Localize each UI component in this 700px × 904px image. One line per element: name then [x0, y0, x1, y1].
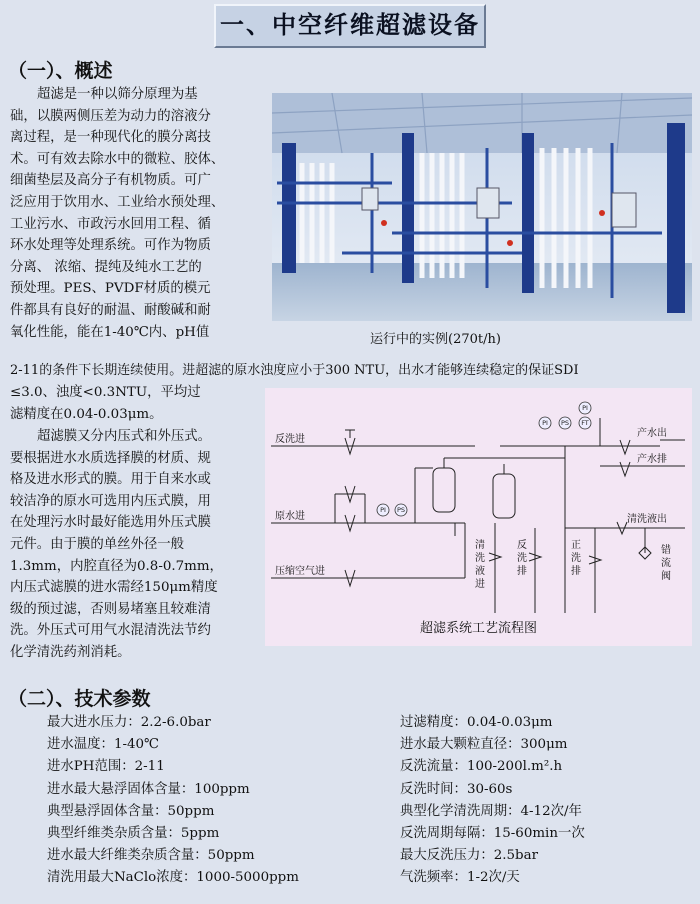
gauge-label: PS [396, 506, 406, 514]
label-clean-in: 液 [475, 566, 485, 577]
text-line: 洗。外压式可用气水混清洗法节约 [10, 623, 211, 639]
overview-paragraph-1 [10, 84, 270, 343]
text-line: 超滤是一种以筛分原理为基 [37, 87, 198, 102]
text-line: 件都具有良好的耐温、耐酸碱和耐 [10, 302, 211, 318]
label-product-drain: 产水排 [637, 454, 667, 465]
gauge-label: FT [581, 419, 589, 427]
overview-paragraph-1-cont [10, 360, 694, 382]
param-item: 典型化学清洗周期：4-12次/年 [400, 803, 582, 819]
param-item: 过滤精度：0.04-0.03μm [400, 715, 553, 730]
gauge-label: PI [380, 506, 386, 514]
label-clean-in: 洗 [475, 553, 485, 564]
text-line: 础，以膜两侧压差为动力的溶液分 [10, 108, 211, 124]
section-heading-params: （二）、技术参数 [8, 688, 151, 710]
text-line: 预处理。PES、PVDF材质的模元 [10, 281, 211, 297]
params-right-column [400, 712, 585, 890]
param-item: 反洗时间：30-60s [400, 781, 513, 797]
label-clean-out: 清洗液出 [627, 514, 667, 525]
text-line: 滤精度在0.04-0.03μm。 [10, 406, 163, 422]
text-line: 元件。由于膜的单丝外径一般 [10, 536, 185, 552]
param-item: 最大反洗压力：2.5bar [400, 848, 538, 864]
gauge-label: PI [582, 404, 588, 412]
label-forwash-drain: 正 [571, 540, 581, 551]
text-line: 较洁净的原水可选用内压式膜，用 [10, 493, 211, 509]
param-item: 反洗周期每隔：15-60min一次 [400, 826, 585, 842]
param-item: 反洗流量：100-200l.m².h [400, 759, 563, 775]
text-line: ≤3.0、浊度<0.3NTU，平均过 [10, 385, 201, 400]
text-line: 环水处理等处理系统。可作为物质 [10, 238, 211, 254]
param-item: 最大进水压力：2.2-6.0bar [47, 715, 211, 730]
label-wrong-valve: 流 [661, 558, 671, 569]
text-line: 细菌垫层及高分子有机物质。可广 [10, 173, 211, 189]
flow-caption: 超滤系统工艺流程图 [419, 621, 537, 636]
param-item: 进水最大纤维类杂质含量：50ppm [47, 848, 255, 864]
label-clean-in: 进 [475, 579, 485, 590]
param-item: 进水PH范围：2-11 [47, 759, 165, 775]
label-backwash-in: 反洗进 [275, 434, 305, 445]
text-line: 术。可有效去除水中的微粒、胶体、 [10, 151, 225, 167]
label-backwash-drain: 排 [517, 566, 527, 577]
label-clean-in: 清 [475, 540, 485, 551]
text-line: 1.3mm，内腔直径为0.8-0.7mm， [10, 558, 223, 574]
param-item: 典型悬浮固体含量：50ppm [47, 803, 215, 819]
param-item: 进水温度：1-40℃ [47, 737, 160, 753]
gauge-label: PS [560, 419, 570, 427]
text-line: 工业污水、市政污水回用工程、循 [10, 216, 211, 232]
label-product-out: 产水出 [637, 428, 667, 439]
label-forwash-drain: 洗 [571, 553, 581, 564]
param-item: 典型纤维类杂质含量：5ppm [47, 826, 220, 842]
section-heading-overview: （一）、概述 [8, 60, 113, 82]
label-backwash-drain: 反 [517, 540, 527, 551]
label-wrong-valve: 错 [661, 545, 671, 556]
overview-paragraph-1-end [10, 382, 260, 425]
label-raw-in: 原水进 [275, 511, 305, 522]
param-item: 进水最大悬浮固体含量：100ppm [47, 781, 250, 797]
label-air-in: 压缩空气进 [275, 566, 325, 577]
text-line: 要根据进水水质选择膜的材质、规 [10, 450, 211, 466]
text-line: 泛应用于饮用水、工业给水预处理、 [10, 194, 225, 210]
param-item: 清洗用最大NaClo浓度：1000-5000ppm [47, 870, 299, 886]
page-title: 一、中空纤维超滤设备 [214, 4, 486, 48]
label-forwash-drain: 排 [571, 566, 581, 577]
label-backwash-drain: 洗 [517, 553, 527, 564]
param-item: 气洗频率：1-2次/天 [400, 870, 520, 886]
text-line: 分离、 浓缩、提纯及纯水工艺的 [10, 259, 202, 275]
overview-paragraph-2 [10, 426, 262, 664]
equipment-photo [272, 93, 692, 321]
text-line: 级的预过滤，否则易堵塞且较难清 [10, 601, 211, 617]
text-line: 化学清洗药剂消耗。 [10, 644, 131, 660]
label-wrong-valve: 阀 [661, 571, 671, 582]
params-left-column [47, 712, 299, 890]
text-line: 在处理污水时最好能选用外压式膜 [10, 515, 211, 531]
text-line: 内压式滤膜的进水需经150μm精度 [10, 580, 218, 596]
flow-diagram [265, 388, 692, 646]
text-line: 氧化性能，能在1-40℃内、pH值 [10, 324, 210, 340]
text-line: 格及进水形式的膜。用于自来水或 [10, 472, 211, 488]
photo-caption: 运行中的实例(270t/h) [370, 332, 501, 347]
gauge-label: PI [542, 419, 548, 427]
text-line: 2-11的条件下长期连续使用。进超滤的原水浊度应小于300 NTU，出水才能够连续稳定的保证SDI [10, 363, 579, 378]
text-line: 超滤膜又分内压式和外压式。 [37, 429, 212, 444]
text-line: 离过程，是一种现代化的膜分离技 [10, 130, 211, 146]
param-item: 进水最大颗粒直径：300μm [400, 737, 568, 753]
